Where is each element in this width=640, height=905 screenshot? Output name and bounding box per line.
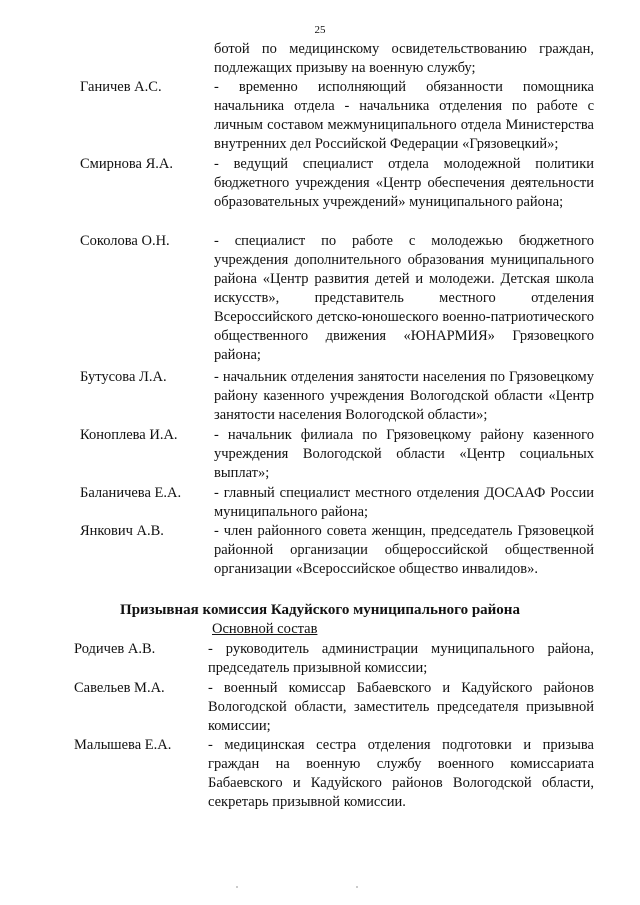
member-role: - специалист по работе с молодежью бюджетного учреждения дополнительного образования муниципального района «Центр развития детей и молодежи. Детская школа искусств», представитель местного отделения Всероссийского детско-юношеского военно-патриотического общественного движения «ЮНАРМИЯ» Грязовецкого района; [214,233,594,363]
member-role: - главный специалист местного отделения ДОСААФ России муниципального района; [214,485,594,520]
continuation-text: ботой по медицинскому освидетельствованию граждан, подлежащих призыву на военную службу; [214,41,594,76]
member-name: Родичев А.В. [74,641,156,657]
member-name: Соколова О.Н. [80,233,170,249]
scan-speck [236,886,238,888]
member-role: - начальник отделения занятости населения по Грязовецкому району казенного учреждения Вологодской области «Центр занятости населения Вологодской области»; [214,369,594,423]
member-name: Коноплева И.А. [80,427,178,443]
member-role: - временно исполняющий обязанности помощника начальника отдела - начальника отделения по работе с личным составом межмуниципального отдела Министерства внутренних дел Российской Федерации «Грязовецкий»; [214,79,594,152]
member-role: - медицинская сестра отделения подготовки и призыва граждан на военную службу военного комиссариата Бабаевского и Кадуйского районов Вологодской области, секретарь призывной комиссии. [208,737,594,810]
member-name: Малышева Е.А. [74,737,172,753]
member-name: Савельев М.А. [74,680,165,696]
member-role: - ведущий специалист отдела молодежной политики бюджетного учреждения «Центр обеспечения деятельности образовательных учреждений» муниципального района; [214,156,594,210]
member-name: Ганичев А.С. [80,79,162,95]
member-role: - начальник филиала по Грязовецкому району казенного учреждения Вологодской области «Центр социальных выплат»; [214,427,594,481]
page-number: 25 [314,24,326,36]
member-name: Бутусова Л.А. [80,369,167,385]
member-name: Баланичева Е.А. [80,485,182,501]
member-name: Смирнова Я.А. [80,156,173,172]
member-name: Янкович А.В. [80,523,164,539]
member-role: - член районного совета женщин, председатель Грязовецкой районной организации общероссийской общественной организации «Всероссийское общество инвалидов». [214,523,594,577]
subsection-title: Основной состав [212,621,318,637]
member-role: - руководитель администрации муниципального района, председатель призывной комиссии; [208,641,594,676]
member-role: - военный комиссар Бабаевского и Кадуйского районов Вологодской области, заместитель председателя призывной комиссии; [208,680,594,734]
section-title: Призывная комиссия Кадуйского муниципального района [120,602,520,618]
scan-speck [356,886,358,888]
